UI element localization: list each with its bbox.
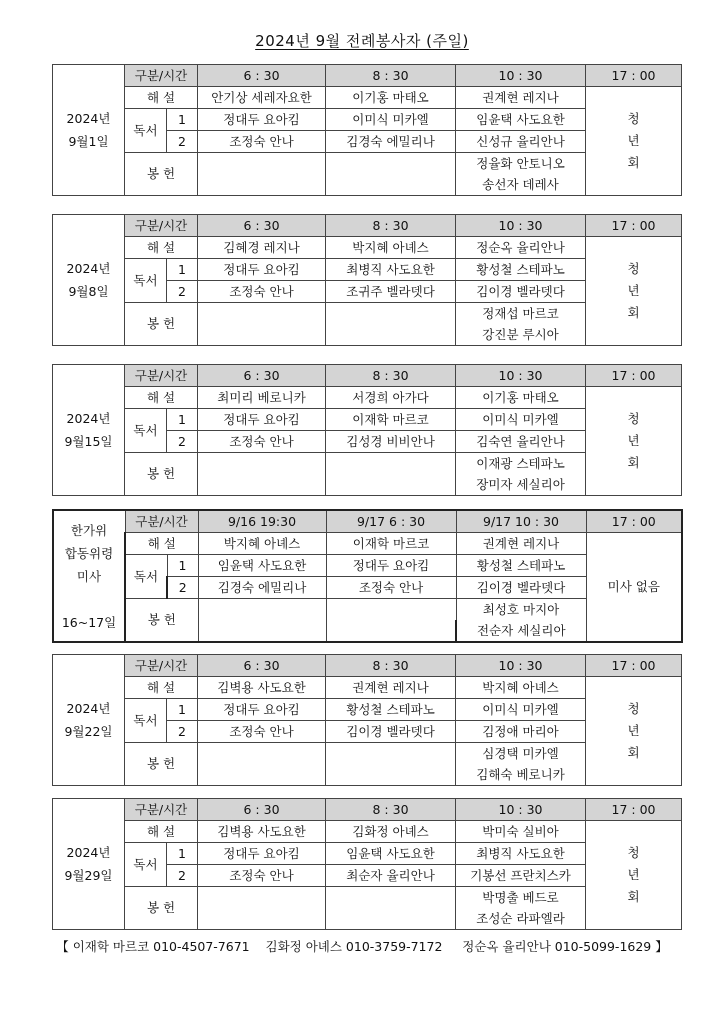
reading-number: 2 <box>167 721 198 743</box>
reading1-cell: 황성철 스테파노 <box>456 555 586 577</box>
commentary-label: 해 설 <box>125 533 198 555</box>
commentary-row <box>53 533 682 555</box>
evening-text: 청 <box>627 845 640 860</box>
date-line: 9월8일 <box>68 284 109 299</box>
reading2-cell: 조정숙 안나 <box>198 281 326 303</box>
reading1-cell: 최병직 사도요한 <box>456 843 586 865</box>
schedule-table <box>52 64 682 196</box>
reading2-cell: 조정숙 안나 <box>198 131 326 153</box>
time-header: 9/16 19:30 <box>198 510 326 533</box>
schedule-table <box>52 798 682 930</box>
offertory-label: 봉 헌 <box>125 453 198 496</box>
time-header: 8 : 30 <box>326 215 456 237</box>
commentary-row <box>53 87 682 109</box>
reading1-cell: 임윤택 사도요한 <box>456 109 586 131</box>
schedule-table <box>52 214 682 346</box>
header-row <box>53 215 682 237</box>
commentary-cell: 이기홍 마태오 <box>456 387 586 409</box>
commentary-cell: 박지혜 아녜스 <box>456 677 586 699</box>
date-line: 2024년 <box>66 261 111 276</box>
reading-number: 2 <box>167 131 198 153</box>
category-time-header: 구분/시간 <box>125 655 198 677</box>
commentary-cell: 권계현 레지나 <box>456 533 586 555</box>
reading2-cell: 김이경 벨라뎃다 <box>456 577 586 599</box>
commentary-label: 해 설 <box>125 237 198 259</box>
header-row <box>53 365 682 387</box>
reading-number: 1 <box>167 259 198 281</box>
category-time-header: 구분/시간 <box>125 65 198 87</box>
date-line: 9월15일 <box>64 434 113 449</box>
commentary-cell: 권계현 레지나 <box>326 677 456 699</box>
offertory-label: 봉 헌 <box>125 887 198 930</box>
reading2-cell: 김성경 비비안나 <box>326 431 456 453</box>
reading2-cell: 기봉선 프란치스카 <box>456 865 586 887</box>
reading-label: 독서 <box>125 109 167 153</box>
offertory-cell: 심경택 미카엘 <box>456 743 586 765</box>
header-row <box>53 65 682 87</box>
reading1-cell: 정대두 요아킴 <box>198 109 326 131</box>
offertory-cell <box>198 303 326 346</box>
date-line: 9월29일 <box>64 868 113 883</box>
reading2-cell: 신성규 율리안나 <box>456 131 586 153</box>
commentary-cell: 권계현 레지나 <box>456 87 586 109</box>
offertory-cell <box>326 303 456 346</box>
offertory-cell <box>326 453 456 496</box>
commentary-cell: 박지혜 아녜스 <box>326 237 456 259</box>
evening-text: 회 <box>627 745 640 760</box>
commentary-label: 해 설 <box>125 677 198 699</box>
evening-mass-cell <box>586 87 682 196</box>
date-cell <box>53 215 125 346</box>
offertory-cell: 최성호 마지아 <box>456 599 586 621</box>
time-header: 17 : 00 <box>586 65 682 87</box>
commentary-cell: 김화정 아녜스 <box>326 821 456 843</box>
evening-text: 청 <box>627 261 640 276</box>
reading-number: 2 <box>167 431 198 453</box>
offertory-label: 봉 헌 <box>125 743 198 786</box>
document-title: 2024년 9월 전례봉사자 (주일) <box>255 32 469 50</box>
reading1-cell: 임윤택 사도요한 <box>198 555 326 577</box>
time-header: 17 : 00 <box>586 215 682 237</box>
date-line: 2024년 <box>66 845 111 860</box>
time-header: 17 : 00 <box>586 655 682 677</box>
offertory-cell: 정재섭 마르코 <box>456 303 586 325</box>
time-header: 9/17 6 : 30 <box>326 510 456 533</box>
date-cell <box>53 365 125 496</box>
commentary-label: 해 설 <box>125 87 198 109</box>
evening-text: 년 <box>627 283 640 298</box>
offertory-cell <box>326 599 456 643</box>
header-row <box>53 799 682 821</box>
offertory-cell: 정율화 안토니오 <box>456 153 586 175</box>
evening-text: 청 <box>627 111 640 126</box>
commentary-row <box>53 677 682 699</box>
time-header: 17 : 00 <box>586 799 682 821</box>
time-header: 17 : 00 <box>586 510 682 533</box>
reading2-cell: 김경숙 에밀리나 <box>198 577 326 599</box>
reading2-cell: 김이경 벨라뎃다 <box>326 721 456 743</box>
reading1-cell: 정대두 요아킴 <box>198 409 326 431</box>
category-time-header: 구분/시간 <box>125 799 198 821</box>
reading2-cell: 조정숙 안나 <box>326 577 456 599</box>
time-header: 10 : 30 <box>456 799 586 821</box>
offertory-label: 봉 헌 <box>125 599 198 643</box>
offertory-cell: 박명출 베드로 <box>456 887 586 909</box>
reading1-cell: 정대두 요아킴 <box>198 699 326 721</box>
date-line: 9월22일 <box>64 724 113 739</box>
offertory-cell <box>198 743 326 786</box>
header-row <box>53 510 682 533</box>
date-cell <box>53 655 125 786</box>
date-cell <box>53 799 125 930</box>
commentary-cell: 김벽용 사도요한 <box>198 677 326 699</box>
commentary-cell: 김벽용 사도요한 <box>198 821 326 843</box>
commentary-cell: 김혜경 레지나 <box>198 237 326 259</box>
reading2-cell: 최순자 율리안나 <box>326 865 456 887</box>
offertory-cell <box>198 599 326 643</box>
category-time-header: 구분/시간 <box>125 365 198 387</box>
commentary-cell: 이재학 마르코 <box>326 533 456 555</box>
reading1-cell: 황성철 스테파노 <box>326 699 456 721</box>
evening-text: 년 <box>627 433 640 448</box>
reading1-cell: 정대두 요아킴 <box>326 555 456 577</box>
date-line: 미사 <box>76 568 102 584</box>
evening-text: 회 <box>627 889 640 904</box>
reading2-cell: 조정숙 안나 <box>198 431 326 453</box>
reading1-cell: 임윤택 사도요한 <box>326 843 456 865</box>
evening-mass-cell <box>586 677 682 786</box>
evening-mass-cell <box>586 821 682 930</box>
offertory-label: 봉 헌 <box>125 303 198 346</box>
commentary-label: 해 설 <box>125 821 198 843</box>
contact-footer: 【 이재학 마르코 010-4507-7671 김화정 아녜스 010-3759-7172 정순옥 율리안나 010-5099-1629 】 <box>56 939 668 954</box>
date-line: 합동위령 <box>64 545 114 561</box>
offertory-cell: 장미자 세실리아 <box>456 474 586 496</box>
time-header: 10 : 30 <box>456 365 586 387</box>
date-line: 9월1일 <box>68 134 109 149</box>
evening-text: 년 <box>627 133 640 148</box>
header-row <box>53 655 682 677</box>
time-header: 8 : 30 <box>326 365 456 387</box>
date-line: 2024년 <box>66 701 111 716</box>
schedule-table <box>52 654 682 786</box>
commentary-cell: 박미숙 실비아 <box>456 821 586 843</box>
evening-text: 회 <box>627 455 640 470</box>
reading1-cell: 이재학 마르코 <box>326 409 456 431</box>
commentary-cell: 최미리 베로니카 <box>198 387 326 409</box>
time-header: 6 : 30 <box>198 365 326 387</box>
evening-mass-cell <box>586 387 682 496</box>
offertory-label: 봉 헌 <box>125 153 198 196</box>
evening-text: 회 <box>627 305 640 320</box>
evening-text: 청 <box>627 701 640 716</box>
reading2-cell: 김정애 마리아 <box>456 721 586 743</box>
time-header: 6 : 30 <box>198 655 326 677</box>
reading2-cell: 조정숙 안나 <box>198 865 326 887</box>
offertory-cell: 강진분 루시아 <box>456 324 586 346</box>
commentary-cell: 이기홍 마태오 <box>326 87 456 109</box>
reading1-cell: 황성철 스테파노 <box>456 259 586 281</box>
reading2-cell: 김숙연 율리안나 <box>456 431 586 453</box>
reading-number: 1 <box>167 843 198 865</box>
commentary-row <box>53 387 682 409</box>
time-header: 8 : 30 <box>326 799 456 821</box>
reading-number: 2 <box>167 577 198 599</box>
time-header: 8 : 30 <box>326 65 456 87</box>
date-line: 2024년 <box>66 111 111 126</box>
offertory-cell <box>198 153 326 196</box>
offertory-cell <box>326 887 456 930</box>
reading2-cell: 김이경 벨라뎃다 <box>456 281 586 303</box>
offertory-cell <box>326 743 456 786</box>
reading1-cell: 이미식 미카엘 <box>456 409 586 431</box>
offertory-cell <box>326 153 456 196</box>
offertory-cell <box>198 887 326 930</box>
offertory-cell: 김해숙 베로니카 <box>456 764 586 786</box>
time-header: 10 : 30 <box>456 655 586 677</box>
reading1-cell: 최병직 사도요한 <box>326 259 456 281</box>
reading-label: 독서 <box>125 259 167 303</box>
evening-text: 청 <box>627 411 640 426</box>
offertory-cell: 이재광 스테파노 <box>456 453 586 475</box>
reading-number: 1 <box>167 699 198 721</box>
reading-number: 1 <box>167 109 198 131</box>
date-line: 16~17일 <box>61 614 117 630</box>
reading1-cell: 이미식 미카엘 <box>456 699 586 721</box>
offertory-cell <box>198 453 326 496</box>
offertory-cell: 전순자 세실리아 <box>456 620 586 642</box>
time-header: 9/17 10 : 30 <box>456 510 586 533</box>
reading-label: 독서 <box>125 843 167 887</box>
schedule-table <box>52 364 682 496</box>
evening-text: 년 <box>627 867 640 882</box>
time-header: 6 : 30 <box>198 215 326 237</box>
reading1-cell: 정대두 요아킴 <box>198 843 326 865</box>
schedule-table <box>52 509 683 643</box>
date-cell <box>53 510 125 642</box>
evening-mass-cell <box>586 533 682 643</box>
reading-label: 독서 <box>125 699 167 743</box>
commentary-cell: 서경희 아가다 <box>326 387 456 409</box>
commentary-cell: 정순옥 율리안나 <box>456 237 586 259</box>
time-header: 6 : 30 <box>198 799 326 821</box>
commentary-cell: 안기상 세레자요한 <box>198 87 326 109</box>
commentary-label: 해 설 <box>125 387 198 409</box>
reading-number: 2 <box>167 865 198 887</box>
reading1-cell: 정대두 요아킴 <box>198 259 326 281</box>
commentary-cell: 박지혜 아녜스 <box>198 533 326 555</box>
time-header: 6 : 30 <box>198 65 326 87</box>
category-time-header: 구분/시간 <box>125 215 198 237</box>
evening-text: 미사 없음 <box>607 579 660 594</box>
time-header: 10 : 30 <box>456 215 586 237</box>
reading-number: 2 <box>167 281 198 303</box>
reading-label: 독서 <box>125 409 167 453</box>
reading-number: 1 <box>167 409 198 431</box>
evening-text: 회 <box>627 155 640 170</box>
date-line: 2024년 <box>66 411 111 426</box>
time-header: 8 : 30 <box>326 655 456 677</box>
date-line <box>54 588 124 611</box>
evening-mass-cell <box>586 237 682 346</box>
commentary-row <box>53 821 682 843</box>
evening-text: 년 <box>627 723 640 738</box>
reading-number: 1 <box>167 555 198 577</box>
time-header: 17 : 00 <box>586 365 682 387</box>
date-cell <box>53 65 125 196</box>
reading2-cell: 조정숙 안나 <box>198 721 326 743</box>
offertory-cell: 송선자 데레사 <box>456 174 586 196</box>
reading1-cell: 이미식 미카엘 <box>326 109 456 131</box>
reading2-cell: 김경숙 에밀리나 <box>326 131 456 153</box>
commentary-row <box>53 237 682 259</box>
time-header: 10 : 30 <box>456 65 586 87</box>
reading-label: 독서 <box>125 555 167 599</box>
reading2-cell: 조귀주 벨라뎃다 <box>326 281 456 303</box>
offertory-cell: 조성순 라파엘라 <box>456 908 586 930</box>
date-line: 한가위 <box>70 522 108 538</box>
category-time-header: 구분/시간 <box>125 510 198 533</box>
